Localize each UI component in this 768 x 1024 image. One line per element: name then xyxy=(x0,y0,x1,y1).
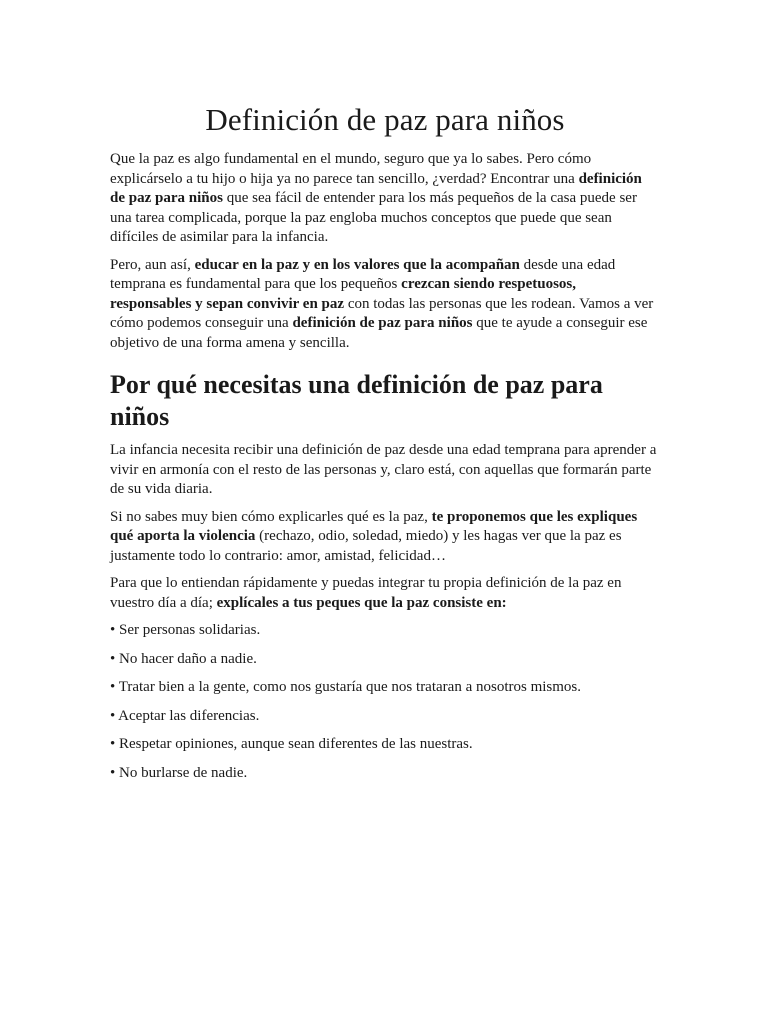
intro-paragraph-2 xyxy=(110,256,660,354)
document-page xyxy=(110,100,660,792)
text-run: que sea fácil de entender para los más pequeños de la casa puede ser una tarea complicada, porque la paz engloba muchos conceptos que puede que sean difíciles de asimilar para la infancia. xyxy=(110,190,637,246)
bullet-item: • No burlarse de nadie. xyxy=(110,764,248,781)
bold-run: crezcan siendo respetuosos, responsables y sepan convivir en paz xyxy=(110,276,577,312)
text-run: Pero, aun así, xyxy=(110,256,195,273)
text-run: que te ayude a conseguir ese objetivo de una forma amena y sencilla. xyxy=(110,315,648,351)
text-run: Si no sabes muy bien cómo explicarles qué es la paz, xyxy=(110,508,432,525)
section-paragraph-1: La infancia necesita recibir una definición de paz desde una edad temprana para aprender a vivir en armonía con el resto de las personas y, claro está, con aquellas que formarán parte de su vida diaria. xyxy=(110,442,657,498)
bold-run: explícales a tus peques que la paz consiste en: xyxy=(216,594,507,611)
bold-run: definición de paz para niños xyxy=(292,315,473,332)
page-title: Definición de paz para niños xyxy=(205,102,565,137)
bullet-item: • Ser personas solidarias. xyxy=(110,622,261,639)
section-heading: Por qué necesitas una definición de paz para niños xyxy=(110,370,603,432)
bold-run: definición de paz para niños xyxy=(110,170,642,207)
text-run: desde una edad temprana es fundamental para que los pequeños xyxy=(110,256,616,293)
section-paragraph-3 xyxy=(110,574,660,613)
section-paragraph-2 xyxy=(110,508,660,567)
bullet-item: • Tratar bien a la gente, como nos gustaría que nos trataran a nosotros mismos. xyxy=(110,679,581,696)
bold-run: te proponemos que les expliques qué aporta la violencia xyxy=(110,508,638,545)
text-run: con todas las personas que les rodean. Vamos a ver cómo podemos conseguir una xyxy=(110,295,654,332)
bullet-item: • No hacer daño a nadie. xyxy=(110,650,257,667)
text-run: Que la paz es algo fundamental en el mundo, seguro que ya lo sabes. Pero cómo explicárselo a tu hijo o hija ya no parece tan sencillo, ¿verdad? Encontrar una xyxy=(110,151,592,187)
bullet-item: • Aceptar las diferencias. xyxy=(110,707,260,724)
bullet-item: • Respetar opiniones, aunque sean diferentes de las nuestras. xyxy=(110,736,473,753)
bold-run: educar en la paz y en los valores que la acompañan xyxy=(194,256,520,273)
text-run: Para que lo entiendan rápidamente y puedas integrar tu propia definición de la paz en vuestro día a día; xyxy=(110,575,622,611)
intro-paragraph-1 xyxy=(110,150,660,248)
text-run: (rechazo, odio, soledad, miedo) y les hagas ver que la paz es justamente todo lo contrario: amor, amistad, felicidad… xyxy=(110,528,622,564)
